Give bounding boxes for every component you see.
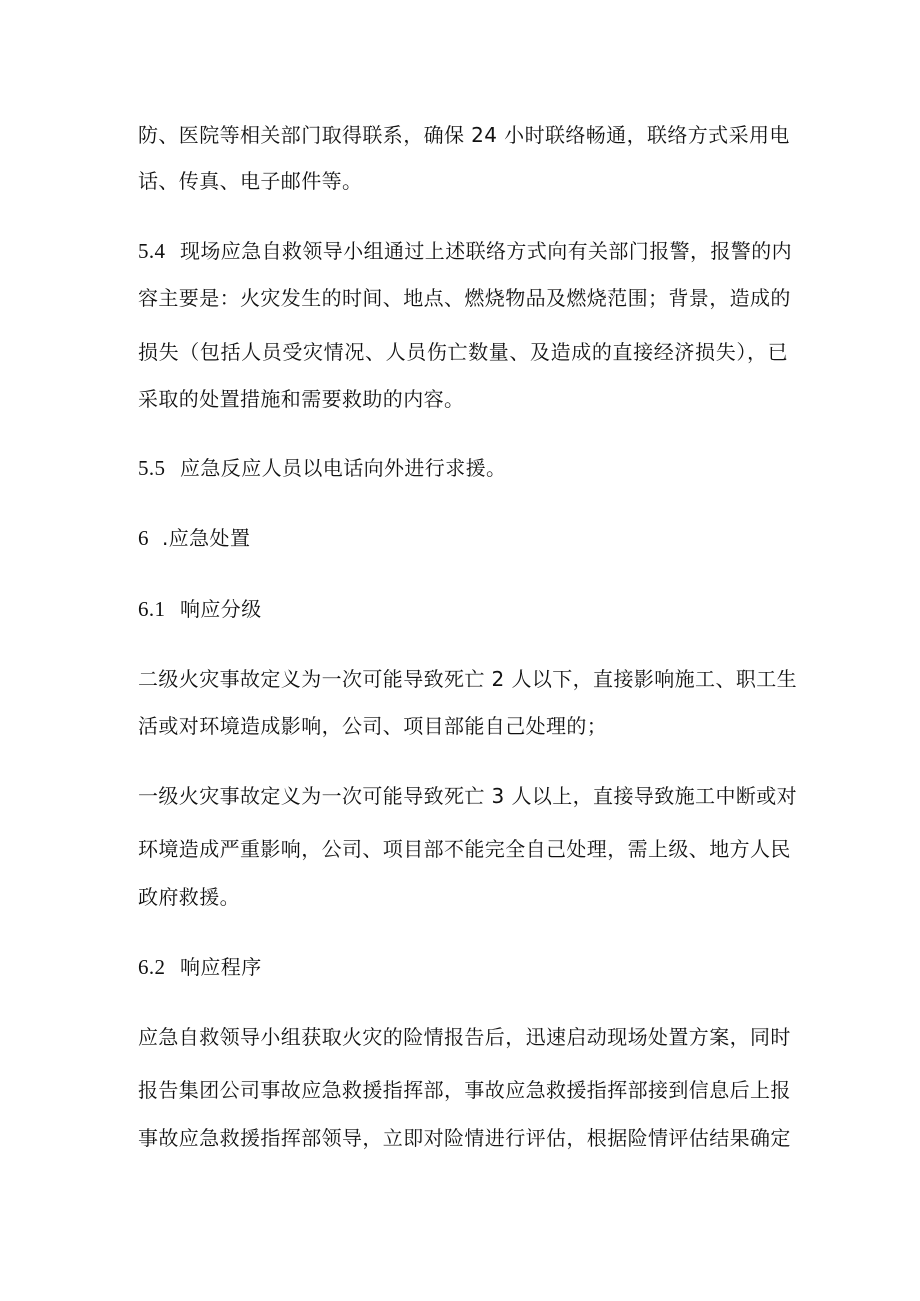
paragraph-line: 报告集团公司事故应急救援指挥部，事故应急救援指挥部接到信息后上报 [138, 1078, 791, 1102]
paragraph-line: 采取的处置措施和需要救助的内容。 [138, 387, 465, 411]
paragraph-line: 活或对环境造成影响，公司、项目部能自己处理的； [138, 714, 608, 738]
section-number: 5.4 [138, 239, 166, 263]
paragraph-line: 防、医院等相关部门取得联系，确保 24 小时联络畅通，联络方式采用电 [138, 123, 790, 147]
paragraph-line: 政府救援。 [138, 885, 240, 909]
section-6-heading [138, 524, 250, 552]
section-number: 6 [138, 526, 149, 550]
paragraph-line: 环境造成严重影响，公司、项目部不能完全自己处理，需上级、地方人民 [138, 837, 791, 861]
section-number: 6.1 [138, 597, 166, 621]
section-6-2-heading [138, 953, 262, 981]
section-text: 应急反应人员以电话向外进行求援。 [180, 456, 507, 480]
paragraph-line: 话、传真、电子邮件等。 [138, 169, 363, 193]
section-title: .应急处置 [162, 526, 251, 550]
section-title: 响应分级 [180, 597, 262, 621]
paragraph-line: 事故应急救援指挥部领导，立即对险情进行评估，根据险情评估结果确定 [138, 1126, 791, 1150]
section-title: 响应程序 [180, 955, 262, 979]
paragraph-line: 二级火灾事故定义为一次可能导致死亡 2 人以下，直接影响施工、职工生 [138, 667, 798, 691]
paragraph-line: 一级火灾事故定义为一次可能导致死亡 3 人以上，直接导致施工中断或对 [138, 784, 798, 808]
paragraph-line: 容主要是：火灾发生的时间、地点、燃烧物品及燃烧范围；背景，造成的 [138, 286, 791, 310]
section-text: 现场应急自救领导小组通过上述联络方式向有关部门报警，报警的内 [180, 239, 792, 263]
section-number: 5.5 [138, 456, 166, 480]
paragraph-line: 应急自救领导小组获取火灾的险情报告后，迅速启动现场处置方案，同时 [138, 1025, 791, 1049]
section-5-5-line [138, 454, 506, 482]
section-number: 6.2 [138, 955, 166, 979]
section-5-4-line [138, 237, 792, 265]
paragraph-line: 损失（包括人员受灾情况、人员伤亡数量、及造成的直接经济损失），已 [138, 340, 788, 364]
section-6-1-heading [138, 595, 262, 623]
